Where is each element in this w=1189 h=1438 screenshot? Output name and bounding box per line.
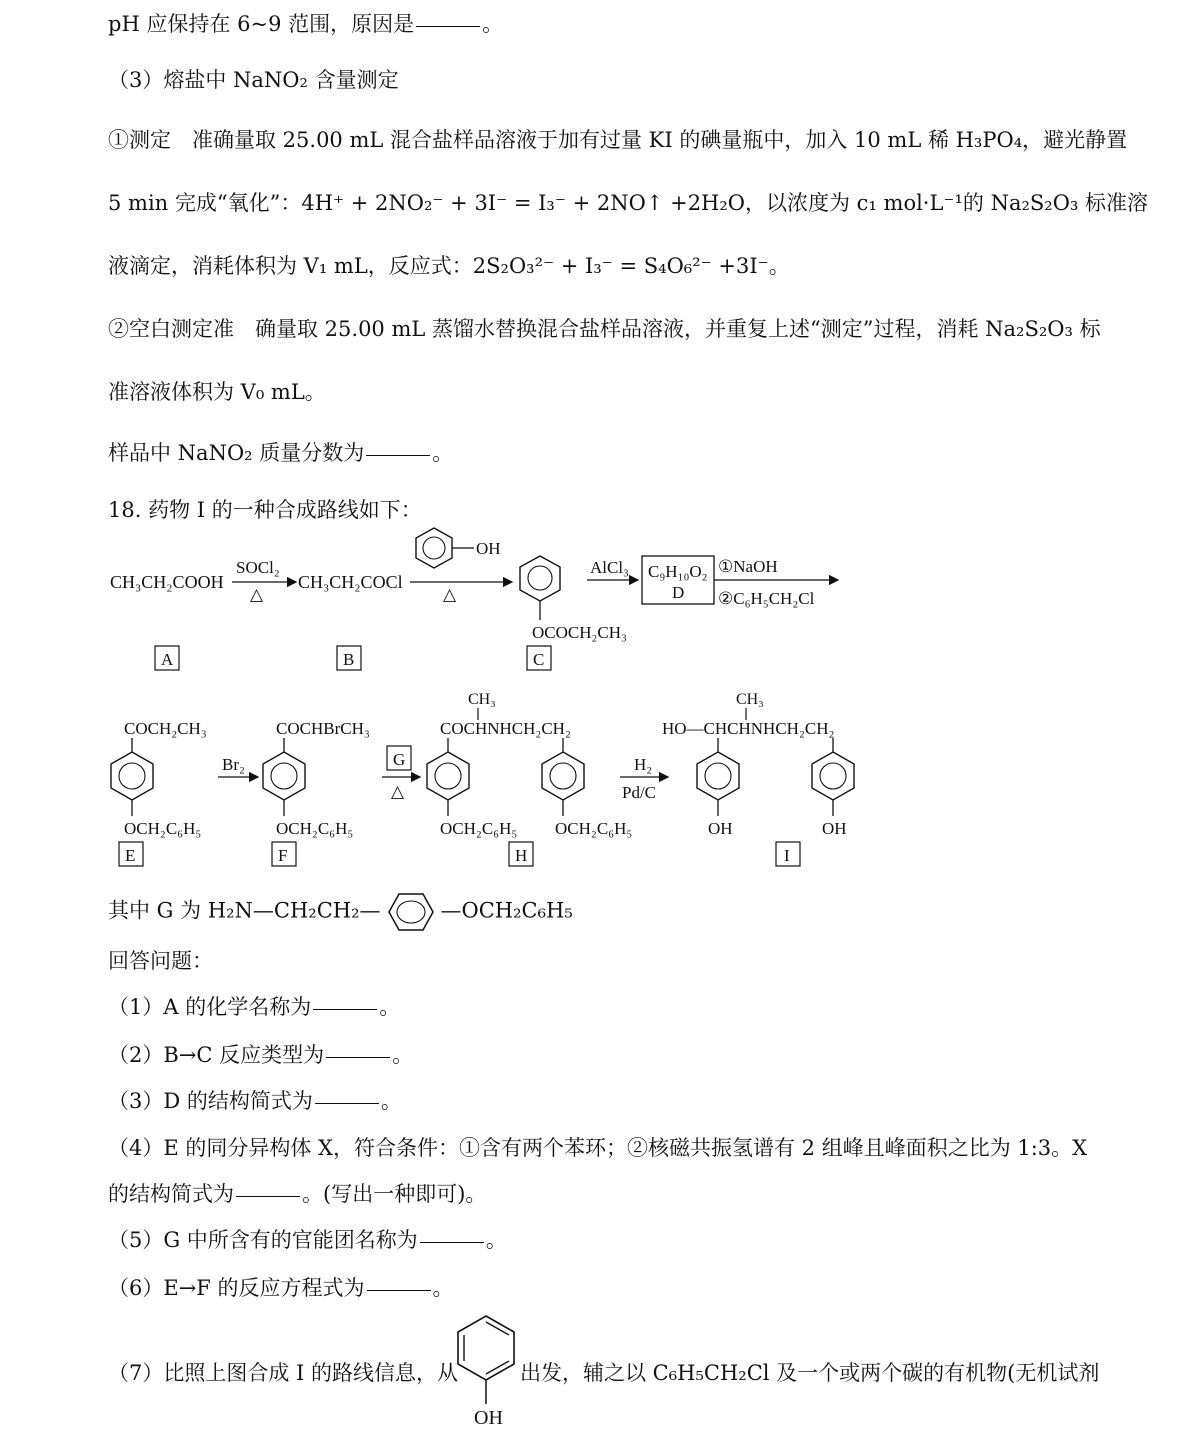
text: 其中 G 为 H₂N—CH₂CH₂— — [108, 898, 381, 923]
text-line-blank-1: ②空白测定准 确量取 25.00 mL 蒸馏水替换混合盐样品溶液，并重复上述“测定”过程，消耗 Na₂S₂O₃ 标 — [108, 317, 1101, 341]
question-1 — [108, 991, 400, 1021]
reagent-h2: H₂ — [634, 755, 653, 774]
text-line-blank-2: 准溶液体积为 V₀ mL。 — [108, 380, 326, 404]
compound-I-methyl: CH₃ — [736, 691, 764, 708]
phenol-oh-label: OH — [474, 1407, 503, 1429]
compound-C-substituent: OCOCH₂CH₃ — [532, 623, 627, 642]
compound-H-bottom-2: OCH₂C₆H₅ — [555, 819, 633, 838]
label-B: B — [343, 650, 355, 669]
text-line-q3-title: （3）熔盐中 NaNO₂ 含量测定 — [108, 68, 399, 92]
text-line-measure-1: ①测定 准确量取 25.00 mL 混合盐样品溶液于加有过量 KI 的碘量瓶中，加入 10 mL 稀 H₃PO₄，避光静置 — [108, 128, 1128, 152]
benzene-ring-icon — [427, 752, 469, 800]
punct: 。 — [482, 12, 504, 36]
reagent-alcl3: AlCl₃ — [590, 558, 629, 577]
text-line-measure-3: 液滴定，消耗体积为 V₁ mL，反应式：2S₂O₃²⁻ + I₃⁻ = S₄O₆²⁻ +3I⁻。 — [108, 254, 790, 278]
aromatic-circle — [271, 763, 297, 789]
text: pH 应保持在 6~9 范围，原因是 — [108, 12, 415, 36]
compound-F-bottom: OCH₂C₆H₅ — [276, 819, 354, 838]
compound-I-oh-1: OH — [708, 819, 733, 838]
compound-D-formula: C₉H₁₀O₂ — [648, 562, 708, 581]
answer-blank — [326, 1057, 390, 1058]
punct: 。 — [432, 441, 454, 465]
question-4b — [108, 1178, 486, 1208]
question-7a: （7）比照上图合成 I 的路线信息，从 — [108, 1361, 459, 1385]
heat-symbol-1: △ — [250, 585, 264, 604]
answer-blank — [313, 1009, 377, 1010]
text: 样品中 NaNO₂ 质量分数为 — [108, 441, 365, 465]
punct: 。 — [485, 1228, 507, 1252]
text: （5）G 中所含有的官能团名称为 — [108, 1228, 418, 1252]
question-2 — [108, 1039, 413, 1069]
compound-E-top: COCH₂CH₃ — [124, 719, 207, 738]
text: （1）A 的化学名称为 — [108, 995, 312, 1019]
compound-A-formula: CH₃CH₂COOH — [110, 572, 224, 592]
compound-D-label: D — [672, 583, 685, 602]
benzene-ring-icon — [263, 752, 305, 800]
aromatic-circle — [550, 763, 576, 789]
punct: 。 — [392, 1043, 414, 1067]
benzene-ring-icon — [812, 752, 854, 800]
label-C: C — [533, 650, 545, 669]
benzene-ring-icon — [542, 752, 584, 800]
compound-I-top: HO—CHCHNHCH₂CH₂ — [662, 719, 835, 738]
text-line-g-structure — [108, 890, 573, 934]
answer-blank — [315, 1103, 379, 1104]
compound-H-methyl: CH₃ — [468, 691, 496, 708]
phenol-ring-icon — [416, 528, 452, 568]
phenol-structure-icon — [450, 1312, 522, 1430]
compound-E-bottom: OCH₂C₆H₅ — [124, 819, 202, 838]
label-A: A — [161, 650, 174, 669]
benzene-ring-icon — [382, 890, 440, 934]
punct: 。(写出一种即可)。 — [302, 1182, 487, 1206]
compound-H-top: COCHNHCH₂CH₂ — [440, 719, 571, 738]
label-H: H — [515, 846, 528, 865]
question-3 — [108, 1085, 402, 1115]
compound-I-oh-2: OH — [822, 819, 847, 838]
text-line-measure-2: 5 min 完成“氧化”：4H⁺ + 2NO₂⁻ + 3I⁻ = I₃⁻ + 2NO↑ +2H₂O，以浓度为 c₁ mol·L⁻¹的 Na₂S₂O₃ 标准溶 — [108, 191, 1149, 215]
aromatic-circle — [820, 763, 846, 789]
text: —OCH₂C₆H₅ — [440, 898, 573, 923]
label-I: I — [784, 846, 790, 865]
question-7b: 出发，辅之以 C₆H₅CH₂Cl 及一个或两个碳的有机物(无机试剂 — [520, 1361, 1100, 1385]
compound-F-top: COCHBrCH₃ — [276, 719, 370, 738]
question-5 — [108, 1224, 507, 1254]
punct: 。 — [379, 995, 401, 1019]
reagent-br2: Br₂ — [222, 755, 245, 774]
answer-blank — [236, 1196, 300, 1197]
heat-symbol-2: △ — [443, 585, 457, 604]
answer-blank — [420, 1242, 484, 1243]
reagent-socl2: SOCl₂ — [236, 558, 280, 577]
benzene-ring-icon — [697, 752, 739, 800]
text: （2）B→C 反应类型为 — [108, 1043, 325, 1067]
benzene-ring-icon — [520, 556, 560, 601]
reagent-benzyl-chloride: ②C₆H₅CH₂Cl — [718, 589, 815, 608]
reagent-naoh: ①NaOH — [718, 557, 778, 576]
answer-blank — [367, 1290, 431, 1291]
label-E: E — [125, 846, 136, 865]
aromatic-circle — [423, 537, 445, 559]
compound-H-bottom-1: OCH₂C₆H₅ — [440, 819, 518, 838]
heat-symbol-3: △ — [391, 782, 405, 801]
text: （6）E→F 的反应方程式为 — [108, 1276, 365, 1300]
benzene-ring-icon — [111, 752, 153, 800]
label-F: F — [278, 846, 288, 865]
punct: 。 — [380, 1089, 402, 1113]
punct: 。 — [432, 1276, 454, 1300]
text-line-q18-title: 18. 药物 I 的一种合成路线如下： — [108, 498, 422, 522]
aromatic-circle — [705, 763, 731, 789]
aromatic-circle — [119, 763, 145, 789]
question-4a: （4）E 的同分异构体 X，符合条件：①含有两个苯环；②核磁共振氢谱有 2 组峰且峰面积之比为 1:3。X — [108, 1136, 1088, 1160]
phenol-oh: OH — [476, 539, 501, 558]
question-6 — [108, 1272, 454, 1302]
text-line-answer: 回答问题： — [108, 949, 213, 973]
aromatic-circle — [435, 763, 461, 789]
text: 的结构简式为 — [108, 1182, 234, 1206]
text: （3）D 的结构简式为 — [108, 1089, 313, 1113]
reagent-pdc: Pd/C — [622, 783, 657, 802]
reagent-G: G — [393, 750, 406, 769]
compound-B-formula: CH₃CH₂COCl — [298, 572, 403, 592]
aromatic-circle — [528, 566, 552, 590]
